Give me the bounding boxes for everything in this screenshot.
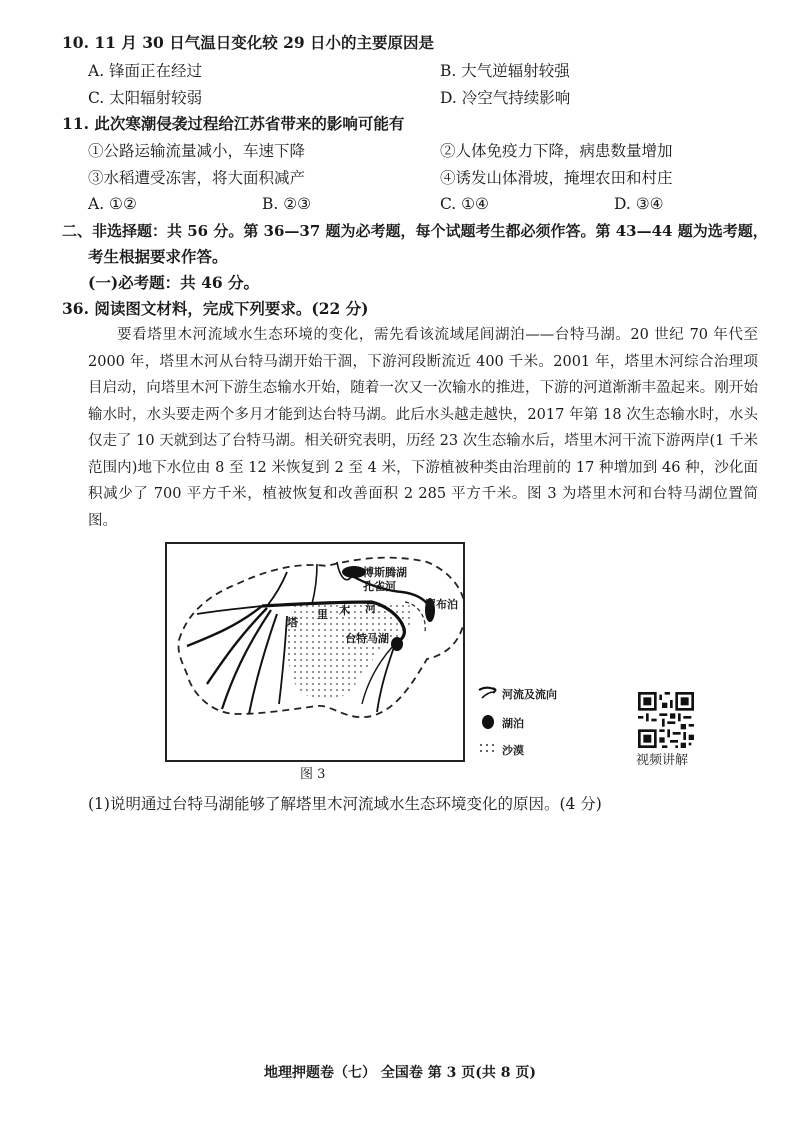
q36-passage: 要看塔里木河流域水生态环境的变化，需先看该流域尾闾湖泊——台特马湖。20 世纪 70 年代至 2000 年，塔里木河从台特马湖开始干涸，下游河段断流近 400 千米。2001 年，塔里木河综合治理项目启动，向塔里木河下游生态输水开始，随着一次又一次输水的推进，下游的河道渐渐丰盈起来。刚开始输水时，水头要走两个多月才能到达台特马湖。此后水头越走越快，2017 年第 18 次生态输水时，水头仅走了 10 天就到达了台特马湖。相关研究表明，历经 23 次生态输水后，塔里木河干流下游两岸(1 千米范围内)地下水位由 8 至 12 米恢复到 2 至 4 米，下游植被种类由治理前的 17 种增加到 46 种，沙化面积减少了 700 平方千米，植被恢复和改善面积 2 285 平方千米。图 3 为塔里木河和台特马湖位置简图。	[88, 327, 758, 529]
q11-option-b: B. ②③	[262, 195, 312, 213]
tarim-basin-map	[167, 544, 463, 760]
legend-desert-label: 沙漠	[502, 744, 524, 757]
river-south-2	[249, 614, 277, 714]
q11-item-3: ③水稻遭受冻害，将大面积减产	[88, 169, 306, 187]
legend-river-label: 河流及流向	[502, 688, 557, 701]
q10-option-d: D. 冷空气持续影响	[440, 89, 571, 107]
q36-subquestion-1: (1)说明通过台特马湖能够了解塔里木河流域水生态环境变化的原因。(4 分)	[88, 795, 602, 813]
q11-option-a: A. ①②	[88, 195, 137, 213]
section2-heading-line1: 二、非选择题：共 56 分。第 36—37 题为必考题，每个试题考生都必须作答。第 43—44 题为选考题，	[62, 222, 768, 240]
q10-option-b: B. 大气逆辐射较强	[440, 62, 570, 80]
label-lop-nur: 罗布泊	[425, 598, 458, 611]
legend-desert-icon	[478, 742, 496, 756]
qr-caption: 视频讲解	[636, 753, 689, 768]
q11-stem: 11. 此次寒潮侵袭过程给江苏省带来的影响可能有	[62, 114, 405, 133]
taitema-lake	[391, 637, 403, 651]
legend-river-icon	[478, 686, 500, 700]
label-tarim-char-2: 里	[317, 608, 328, 621]
label-bosten-lake: 博斯腾湖	[363, 566, 407, 579]
figure-3-map	[165, 542, 465, 762]
legend-lake-label: 湖泊	[502, 717, 524, 730]
q11-item-1: ①公路运输流量减小，车速下降	[88, 142, 306, 160]
q11-item-4: ④诱发山体滑坡，掩埋农田和村庄	[440, 169, 673, 187]
label-tarim-char-3: 木	[339, 604, 350, 617]
label-tarim-char-4: 河	[365, 602, 376, 615]
desert-area	[287, 602, 413, 700]
river-south-1	[222, 610, 271, 709]
label-kongque-river: 孔雀河	[363, 580, 396, 593]
river-north-2	[312, 564, 317, 604]
label-taitema-lake: 台特马湖	[345, 632, 389, 645]
section2-heading-line2: 考生根据要求作答。	[88, 247, 228, 266]
q10-option-c: C. 太阳辐射较弱	[88, 89, 203, 107]
page-footer: 地理押题卷（七） 全国卷 第 3 页(共 8 页)	[264, 1065, 536, 1081]
q11-item-2: ②人体免疫力下降，病患数量增加	[440, 142, 673, 160]
figure-caption: 图 3	[300, 767, 326, 782]
label-tarim-char-1: 塔	[287, 616, 298, 629]
q10-option-a: A. 锋面正在经过	[88, 62, 203, 80]
legend-lake-icon	[480, 714, 496, 730]
q11-option-d: D. ③④	[614, 195, 664, 213]
q36-stem: 36. 阅读图文材料，完成下列要求。(22 分)	[62, 299, 369, 318]
qr-code-icon[interactable]	[638, 692, 694, 748]
section2-subheading: (一)必考题：共 46 分。	[88, 273, 260, 292]
river-north-1	[267, 572, 287, 606]
q11-option-c: C. ①④	[440, 195, 489, 213]
q10-stem: 10. 11 月 30 日气温日变化较 29 日小的主要原因是	[62, 33, 435, 52]
river-south-3	[279, 616, 287, 704]
